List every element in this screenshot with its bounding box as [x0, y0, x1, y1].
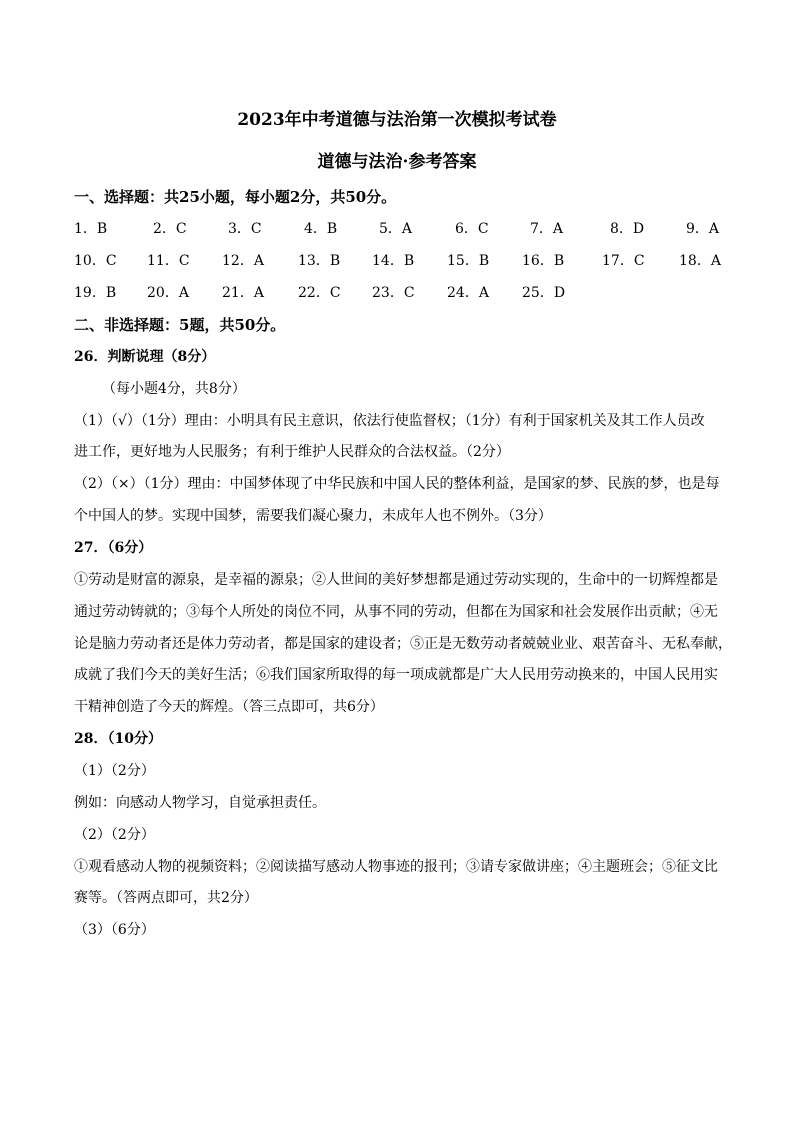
- answer-item: 11．C: [147, 253, 190, 269]
- question-26-heading: 26．判断说理（8分）: [74, 349, 216, 365]
- answer-item: 13．B: [298, 253, 341, 269]
- answer-line: 成就了我们今天的美好生活；⑥我们国家所取得的每一项成就都是广大人民用劳动换来的，中国人民用实: [74, 667, 718, 683]
- answer-item: 2．C: [153, 221, 187, 237]
- answer-item: 15．B: [447, 253, 490, 269]
- answer-item: 7．A: [530, 221, 564, 237]
- answer-item: 22．C: [298, 285, 341, 301]
- answer-item: 21．A: [222, 285, 264, 301]
- answer-line: （3）（6分）: [74, 922, 155, 938]
- question-26-note: （每小题4分，共8分）: [102, 381, 246, 397]
- answer-item: 4．B: [304, 221, 338, 237]
- answer-line: （1）（2分）: [74, 763, 155, 779]
- answer-item: 14．B: [372, 253, 415, 269]
- answer-line: （1）（√）（1分）理由：小明具有民主意识，依法行使监督权；（1分）有利于国家机关及其工作人员改: [74, 413, 705, 429]
- answer-item: 16．B: [522, 253, 565, 269]
- answer-item: 18．A: [679, 253, 721, 269]
- answer-item: 23．C: [372, 285, 415, 301]
- answer-line: 例如：向感动人物学习，自觉承担责任。: [74, 795, 326, 811]
- answer-item: 5．A: [379, 221, 413, 237]
- answer-line: 个中国人的梦。实现中国梦，需要我们凝心聚力，未成年人也不例外。（3分）: [74, 508, 552, 524]
- answer-line: （2）（×）（1分）理由：中国梦体现了中华民族和中国人民的整体利益，是国家的梦、民族的梦，也是每: [74, 476, 720, 492]
- answer-item: 8．D: [610, 221, 645, 237]
- answer-item: 20．A: [147, 285, 189, 301]
- answer-line: 赛等。（答两点即可，共2分）: [74, 890, 258, 906]
- answer-line: 通过劳动铸就的；③每个人所处的岗位不同，从事不同的劳动，但都在为国家和社会发展作出贡献；④无: [74, 604, 718, 620]
- document-title: 2023年中考道德与法治第一次模拟考试卷: [237, 110, 557, 130]
- answer-item: 3．C: [228, 221, 262, 237]
- answer-item: 6．C: [455, 221, 489, 237]
- answer-item: 17．C: [602, 253, 645, 269]
- answer-line: 进工作，更好地为人民服务；有利于维护人民群众的合法权益。（2分）: [74, 444, 510, 460]
- answer-item: 10．C: [74, 253, 117, 269]
- section-2-heading: 二、非选择题：5题，共50分。: [74, 316, 286, 334]
- question-27-heading: 27．（6分）: [74, 540, 153, 556]
- document-subtitle: 道德与法治·参考答案: [317, 152, 477, 172]
- question-28-heading: 28．（10分）: [74, 731, 162, 747]
- answer-item: 25．D: [522, 285, 566, 301]
- answer-item: 12．A: [222, 253, 264, 269]
- answer-item: 24．A: [447, 285, 489, 301]
- answer-item: 19．B: [74, 285, 117, 301]
- section-1-heading: 一、选择题：共25小题，每小题2分，共50分。: [74, 188, 397, 206]
- answer-line: ①劳动是财富的源泉，是幸福的源泉；②人世间的美好梦想都是通过劳动实现的，生命中的一切辉煌都是: [74, 572, 718, 588]
- answer-line: 论是脑力劳动者还是体力劳动者，都是国家的建设者；⑤正是无数劳动者兢兢业业、艰苦奋斗、无私奉献，: [74, 636, 732, 652]
- answer-line: ①观看感动人物的视频资料；②阅读描写感动人物事迹的报刊；③请专家做讲座；④主题班会；⑤征文比: [74, 859, 718, 875]
- answer-item: 9．A: [686, 221, 720, 237]
- answer-line: 干精神创造了今天的辉煌。（答三点即可，共6分）: [74, 699, 384, 715]
- answer-item: 1．B: [74, 221, 108, 237]
- answer-line: （2）（2分）: [74, 827, 155, 843]
